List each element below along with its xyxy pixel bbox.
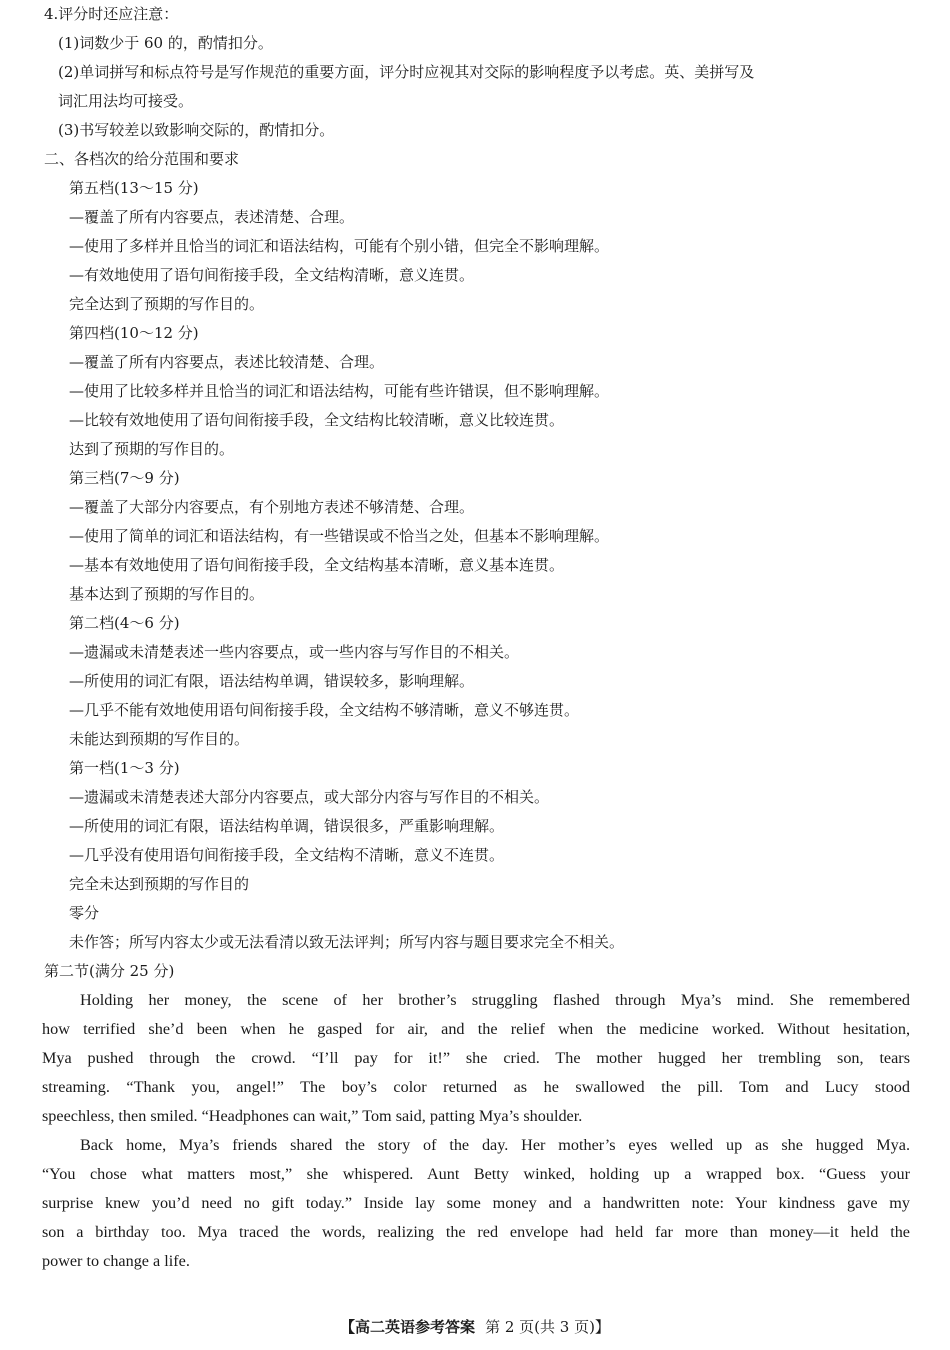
grade-4-title: 第四档(10～12 分) bbox=[69, 324, 199, 342]
scoring-notes-title: 4.评分时还应注意： bbox=[44, 5, 179, 23]
grade-5-item-1: —覆盖了所有内容要点，表述清楚、合理。 bbox=[69, 208, 355, 226]
grade-1-item-3: —几乎没有使用语句间衔接手段，全文结构不清晰，意义不连贯。 bbox=[69, 846, 505, 864]
grade-3-title: 第三档(7～9 分) bbox=[69, 469, 180, 487]
grade-2-summary: 未能达到预期的写作目的。 bbox=[69, 730, 250, 748]
grade-5-item-3: —有效地使用了语句间衔接手段，全文结构清晰，意义连贯。 bbox=[69, 266, 475, 284]
footer-page-number: 第 2 页(共 3 页)】 bbox=[485, 1318, 610, 1336]
para-2-line-2: “You chose what matters most,” she whispered. Aunt Betty winked, holding up a wrapped box. “Guess your bbox=[42, 1165, 910, 1183]
grade-1-title: 第一档(1～3 分) bbox=[69, 759, 180, 777]
para-2-line-3: surprise knew you’d need no gift today.” Inside lay some money and a handwritten note: Your kindness gave my bbox=[42, 1194, 910, 1212]
note-2-continued: 词汇用法均可接受。 bbox=[58, 92, 194, 110]
page-footer bbox=[0, 1317, 950, 1337]
grade-4-item-2: —使用了比较多样并且恰当的词汇和语法结构，可能有些许错误，但不影响理解。 bbox=[69, 382, 610, 400]
grade-4-item-3: —比较有效地使用了语句间衔接手段，全文结构比较清晰，意义比较连贯。 bbox=[69, 411, 565, 429]
grade-5-item-2: —使用了多样并且恰当的词汇和语法结构，可能有个别小错，但完全不影响理解。 bbox=[69, 237, 610, 255]
para-2-line-1: Back home, Mya’s friends shared the story of the day. Her mother’s eyes welled up as she hugged Mya. bbox=[80, 1136, 910, 1154]
section-2-title: 第二节(满分 25 分) bbox=[44, 962, 175, 980]
para-2-line-5: power to change a life. bbox=[42, 1252, 190, 1270]
grade-4-summary: 达到了预期的写作目的。 bbox=[69, 440, 235, 458]
grade-1-item-2: —所使用的词汇有限，语法结构单调，错误很多，严重影响理解。 bbox=[69, 817, 505, 835]
para-1-line-2: how terrified she’d been when he gasped for air, and the relief when the medicine worked. Without hesitation, bbox=[42, 1020, 910, 1038]
grade-1-summary: 完全未达到预期的写作目的 bbox=[69, 875, 250, 893]
footer-title: 【高二英语参考答案 bbox=[340, 1318, 476, 1336]
para-1-line-3: Mya pushed through the crowd. “I’ll pay for it!” she cried. The mother hugged her trembling son, tears bbox=[42, 1049, 910, 1067]
note-2: (2)单词拼写和标点符号是写作规范的重要方面，评分时应视其对交际的影响程度予以考虑。英、美拼写及 bbox=[58, 63, 755, 81]
grade-2-item-2: —所使用的词汇有限，语法结构单调，错误较多，影响理解。 bbox=[69, 672, 475, 690]
para-1-line-4: streaming. “Thank you, angel!” The boy’s color returned as he swallowed the pill. Tom and Lucy stood bbox=[42, 1078, 910, 1096]
grade-zero-title: 零分 bbox=[69, 904, 100, 922]
para-1-line-5: speechless, then smiled. “Headphones can wait,” Tom said, patting Mya’s shoulder. bbox=[42, 1107, 583, 1125]
grade-3-item-3: —基本有效地使用了语句间衔接手段，全文结构基本清晰，意义基本连贯。 bbox=[69, 556, 565, 574]
note-1: (1)词数少于 60 的，酌情扣分。 bbox=[58, 34, 273, 52]
grade-1-item-1: —遗漏或未清楚表述大部分内容要点，或大部分内容与写作目的不相关。 bbox=[69, 788, 550, 806]
grade-5-title: 第五档(13～15 分) bbox=[69, 179, 199, 197]
para-1-line-1: Holding her money, the scene of her brother’s struggling flashed through Mya’s mind. She remembered bbox=[80, 991, 910, 1009]
grade-3-item-2: —使用了简单的词汇和语法结构，有一些错误或不恰当之处，但基本不影响理解。 bbox=[69, 527, 610, 545]
grade-zero-text: 未作答；所写内容太少或无法看清以致无法评判；所写内容与题目要求完全不相关。 bbox=[69, 933, 625, 951]
grade-3-item-1: —覆盖了大部分内容要点，有个别地方表述不够清楚、合理。 bbox=[69, 498, 475, 516]
grade-2-title: 第二档(4～6 分) bbox=[69, 614, 180, 632]
para-2-line-4: son a birthday too. Mya traced the words, realizing the red envelope had held far more than money—it held the bbox=[42, 1223, 910, 1241]
note-3: (3)书写较差以致影响交际的，酌情扣分。 bbox=[58, 121, 335, 139]
grade-2-item-1: —遗漏或未清楚表述一些内容要点，或一些内容与写作目的不相关。 bbox=[69, 643, 520, 661]
grade-3-summary: 基本达到了预期的写作目的。 bbox=[69, 585, 265, 603]
grade-5-summary: 完全达到了预期的写作目的。 bbox=[69, 295, 265, 313]
grade-2-item-3: —几乎不能有效地使用语句间衔接手段，全文结构不够清晰，意义不够连贯。 bbox=[69, 701, 580, 719]
grade-levels-title: 二、各档次的给分范围和要求 bbox=[44, 150, 240, 168]
grade-4-item-1: —覆盖了所有内容要点，表述比较清楚、合理。 bbox=[69, 353, 385, 371]
